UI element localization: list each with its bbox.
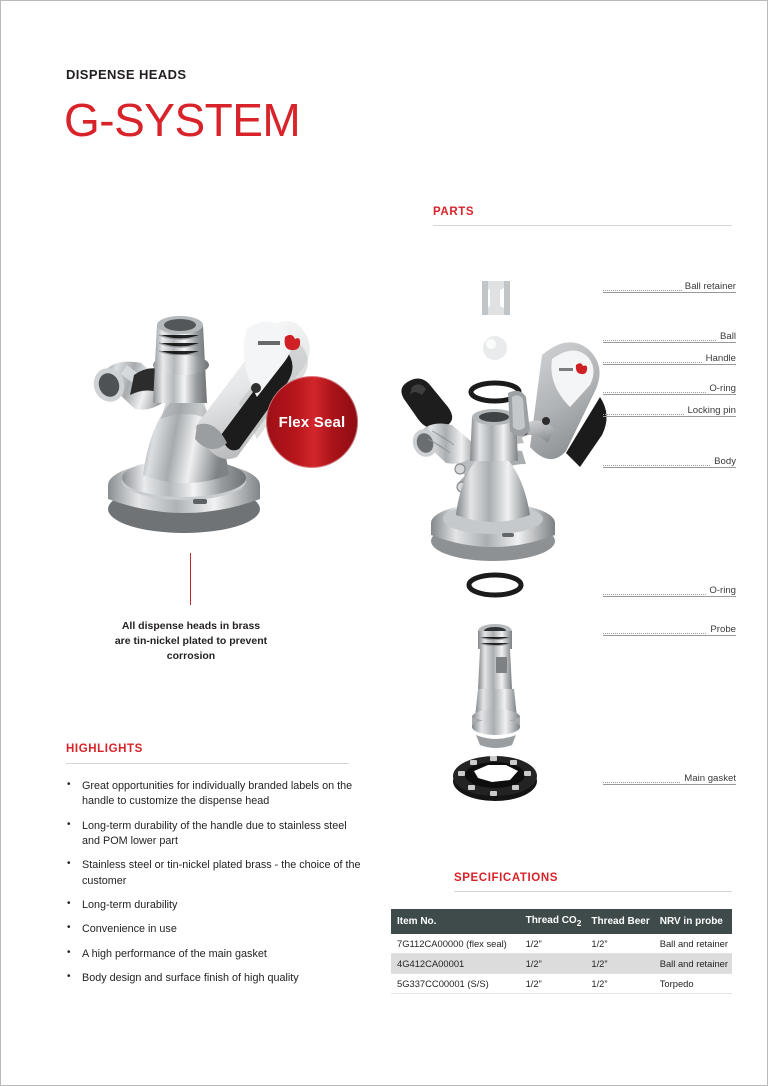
leader-rule (603, 394, 736, 395)
part-label-o-ring-lower (603, 583, 736, 597)
cell-item-no: 4G412CA00001 (391, 954, 520, 974)
table-row (391, 974, 732, 994)
thread-co2-text: Thread CO (525, 915, 577, 926)
cell-nrv: Ball and retainer (654, 954, 732, 974)
part-ball (483, 336, 507, 360)
cell-item-no: 5G337CC00001 (S/S) (391, 974, 520, 994)
list-item: • A high performance of the main gasket (65, 947, 365, 962)
column-header-thread-co2 (520, 909, 586, 934)
cell-item-no: 7G112CA00000 (flex seal) (391, 934, 520, 954)
leader-rule (603, 596, 736, 597)
column-header-nrv: NRV in probe (654, 909, 732, 934)
part-label-locking-pin (603, 403, 736, 417)
part-label-main-gasket (603, 771, 736, 785)
part-label-probe (603, 622, 736, 636)
caption-connector-line (190, 553, 191, 605)
part-label-o-ring-upper (603, 381, 736, 395)
list-item: • Long-term durability of the handle due to stainless steel and POM lower part (65, 819, 365, 850)
part-main-gasket (453, 756, 537, 801)
table-row (391, 934, 732, 954)
part-label-text: Ball retainer (682, 281, 736, 292)
caption-line-2: are tin-nickel plated to prevent (114, 635, 268, 648)
leader-rule (603, 467, 736, 468)
cell-thread-co2: 1/2” (520, 954, 586, 974)
specifications-rule (454, 891, 732, 892)
cell-thread-co2: 1/2” (520, 934, 586, 954)
parts-rule (433, 225, 732, 226)
table-row (391, 954, 732, 974)
part-label-text: Probe (707, 624, 736, 635)
part-ball-retainer (482, 281, 510, 315)
column-header-item-no: Item No. (391, 909, 520, 934)
highlights-list (65, 779, 365, 995)
cell-nrv: Ball and retainer (654, 934, 732, 954)
specifications-table (391, 909, 732, 994)
leader-rule (603, 342, 736, 343)
list-item: • Long-term durability (65, 898, 365, 913)
flex-seal-badge (266, 376, 358, 468)
highlights-rule (66, 763, 349, 764)
cell-thread-co2: 1/2” (520, 974, 586, 994)
list-item: • Body design and surface finish of high quality (65, 971, 365, 986)
cell-thread-beer: 1/2” (585, 974, 653, 994)
leader-rule (603, 635, 736, 636)
highlights-heading: HIGHLIGHTS (66, 743, 143, 755)
leader-rule (603, 784, 736, 785)
exploded-parts-diagram (396, 251, 626, 811)
column-header-thread-beer: Thread Beer (585, 909, 653, 934)
part-label-text: O-ring (706, 383, 736, 394)
co2-subscript: 2 (576, 918, 582, 928)
parts-heading: PARTS (433, 206, 475, 218)
part-label-text: Ball (717, 331, 736, 342)
table-header-row (391, 909, 732, 934)
part-label-text: Main gasket (681, 773, 736, 784)
part-o-ring-lower (469, 575, 521, 595)
leader-rule (603, 364, 736, 365)
part-locking-pin (401, 378, 452, 428)
list-item: • Convenience in use (65, 922, 365, 937)
cell-thread-beer: 1/2” (585, 934, 653, 954)
list-item: • Great opportunities for individually branded labels on the handle to customize the dispense head (65, 779, 365, 810)
part-label-body (603, 454, 736, 468)
cell-nrv: Torpedo (654, 974, 732, 994)
specifications-heading: SPECIFICATIONS (454, 872, 559, 884)
caption-line-3: corrosion (166, 650, 216, 663)
product-photo (71, 213, 311, 553)
product-caption (61, 619, 321, 665)
leader-rule (603, 416, 736, 417)
part-label-text: Handle (703, 353, 736, 364)
caption-line-1: All dispense heads in brass (121, 620, 261, 632)
part-label-text: O-ring (706, 585, 736, 596)
part-probe (472, 624, 520, 748)
page-eyebrow: DISPENSE HEADS (66, 67, 187, 82)
page-title: G-SYSTEM (64, 94, 301, 146)
part-label-ball-retainer (603, 279, 736, 293)
part-label-ball (603, 329, 736, 343)
flex-seal-label: Flex Seal (278, 413, 346, 431)
cell-thread-beer: 1/2” (585, 954, 653, 974)
parts-leader-labels (601, 251, 736, 811)
part-label-handle (603, 351, 736, 365)
leader-rule (603, 292, 736, 293)
part-label-text: Locking pin (684, 405, 736, 416)
part-label-text: Body (711, 456, 736, 467)
list-item: • Stainless steel or tin-nickel plated brass - the choice of the customer (65, 858, 365, 889)
